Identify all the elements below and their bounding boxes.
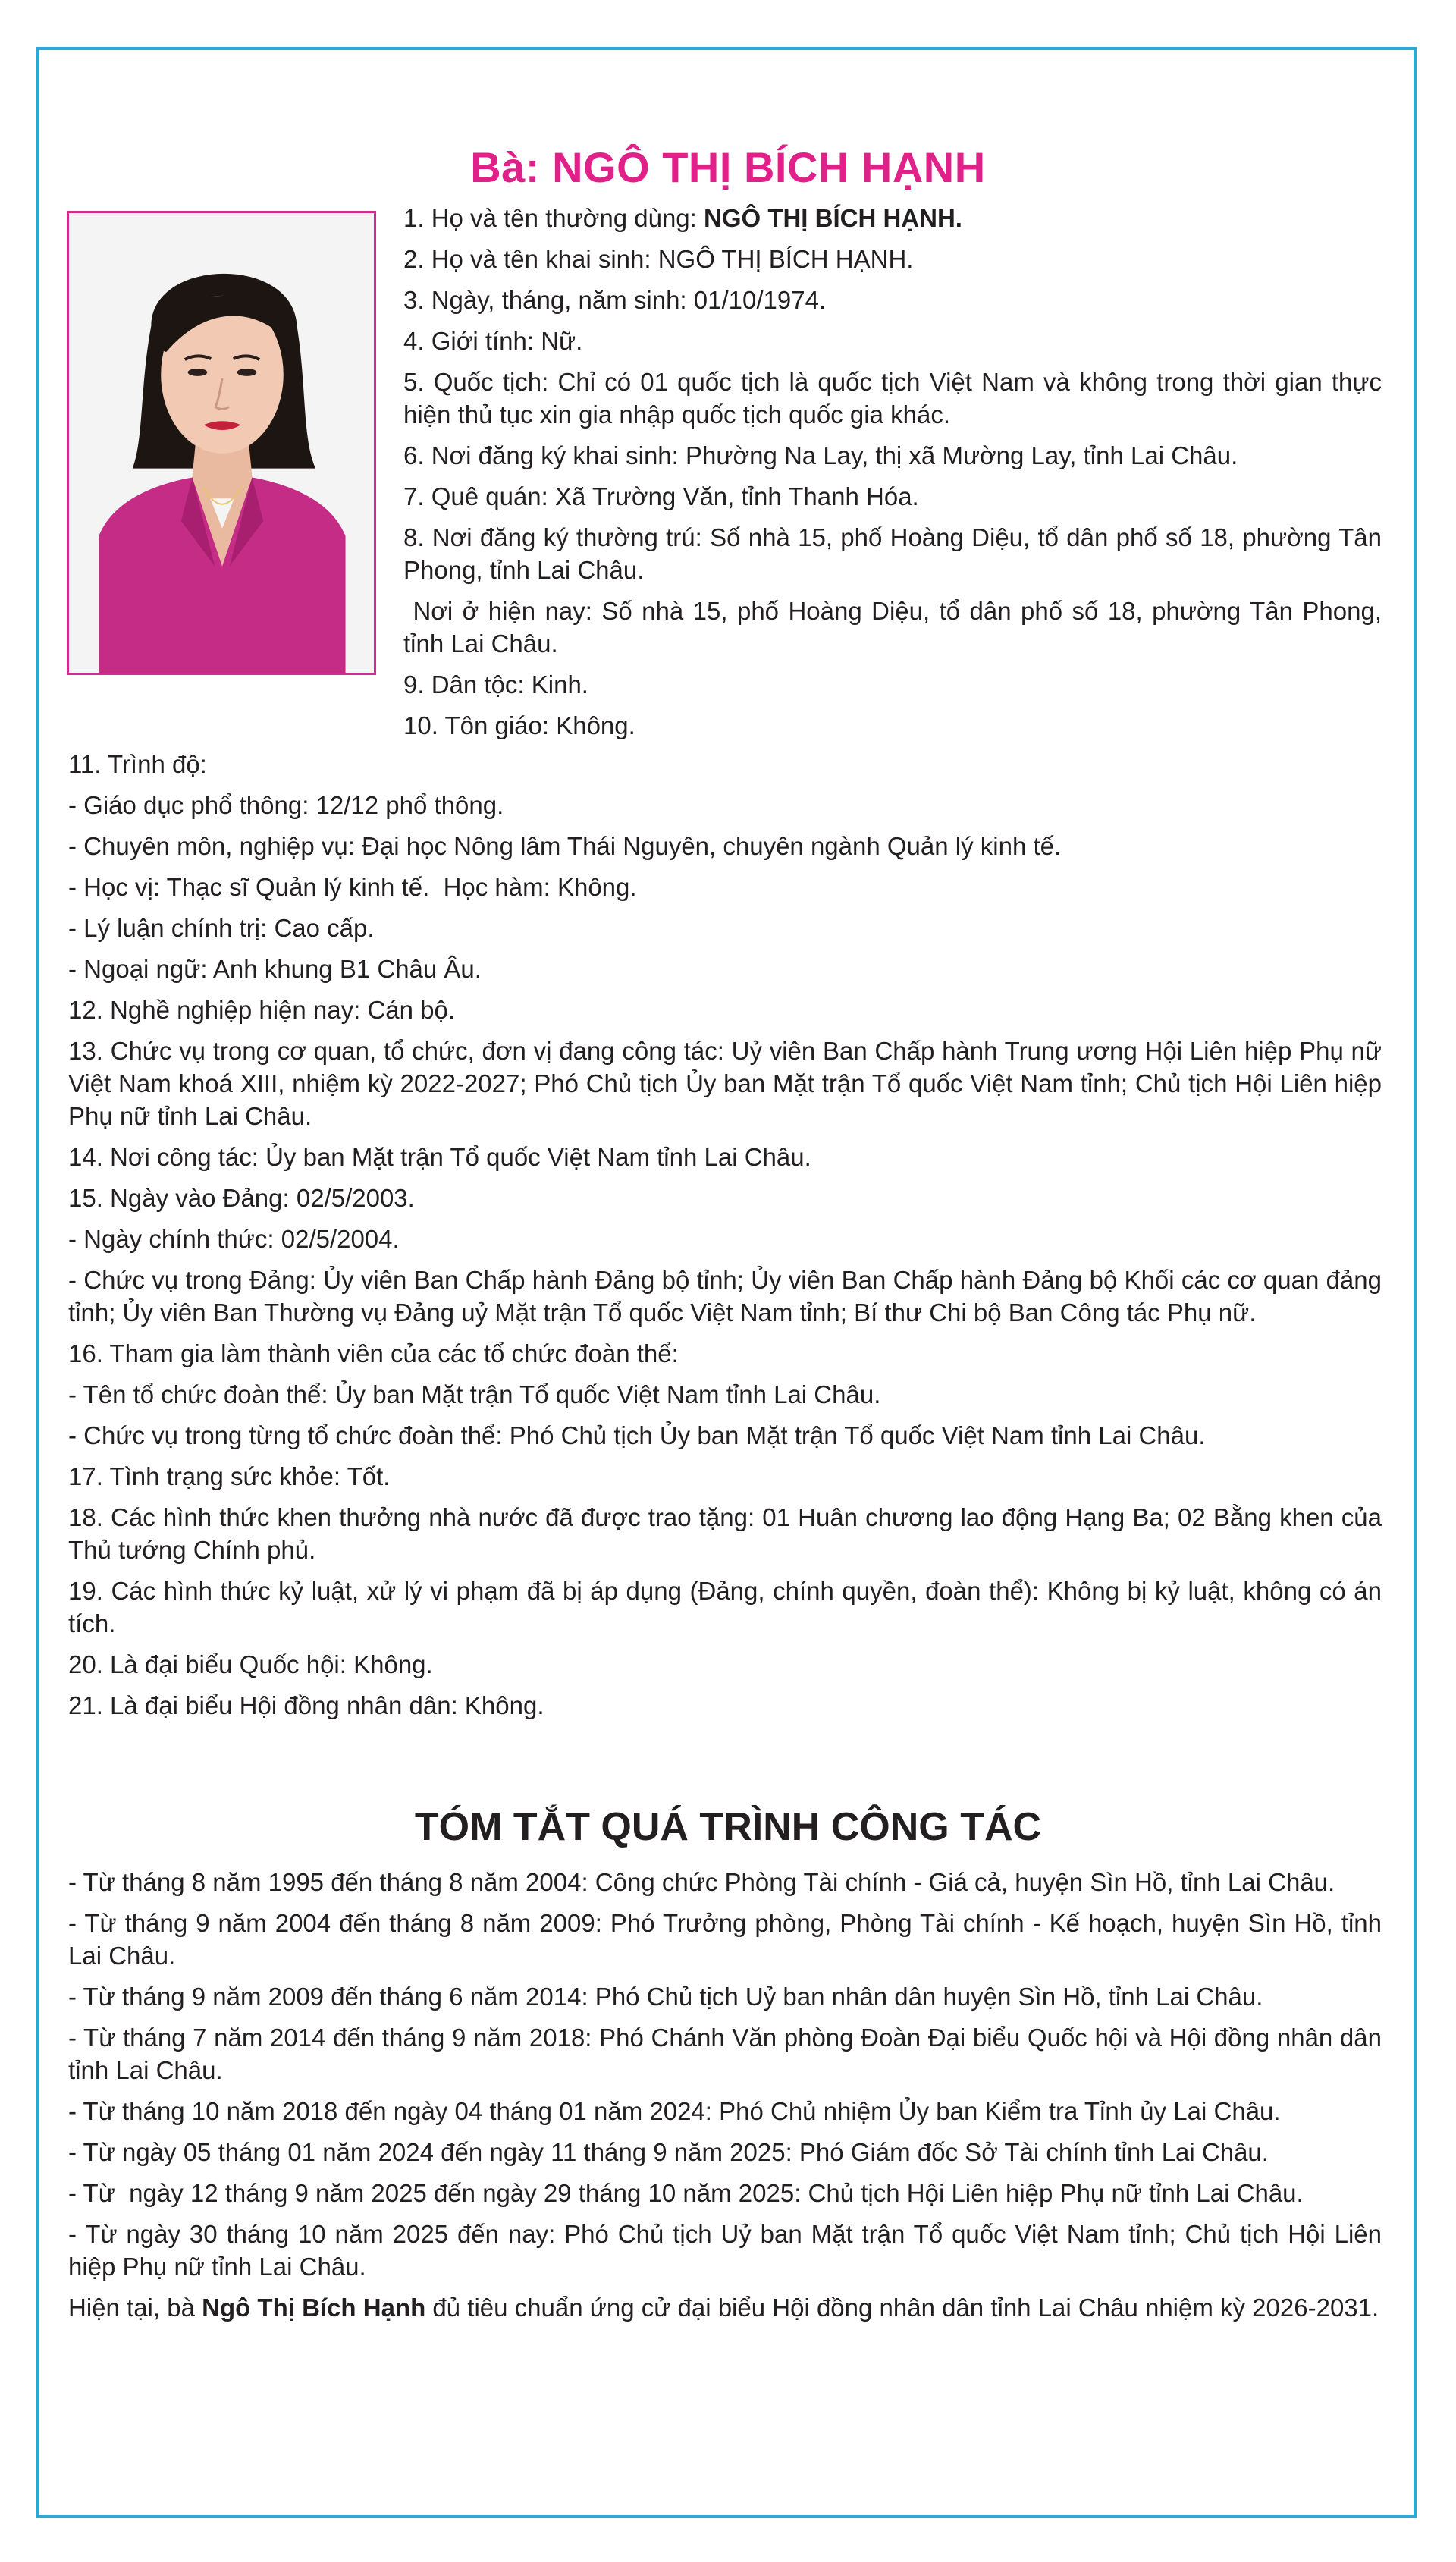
career-item: - Từ tháng 7 năm 2014 đến tháng 9 năm 2018: Phó Chánh Văn phòng Đoàn Đại biểu Quốc hội và Hội đồng nhân dân tỉnh Lai Châu. bbox=[68, 2024, 1382, 2084]
bio-line: 12. Nghề nghiệp hiện nay: Cán bộ. bbox=[68, 996, 456, 1024]
bio-line: - Chức vụ trong từng tổ chức đoàn thể: Phó Chủ tịch Ủy ban Mặt trận Tổ quốc Việt Nam tỉnh Lai Châu. bbox=[68, 1421, 1206, 1449]
bio-line: - Chuyên môn, nghiệp vụ: Đại học Nông lâm Thái Nguyên, chuyên ngành Quản lý kinh tế. bbox=[68, 832, 1062, 860]
bio-item-8b: Nơi ở hiện nay: Số nhà 15, phố Hoàng Diệu, tổ dân phố số 18, phường Tân Phong, tỉnh Lai Châu. bbox=[403, 597, 1389, 658]
section-title: TÓM TẮT QUÁ TRÌNH CÔNG TÁC bbox=[414, 1805, 1042, 1850]
conclusion: Hiện tại, bà Ngô Thị Bích Hạnh đủ tiêu chuẩn ứng cử đại biểu Hội đồng nhân dân tỉnh Lai Châu nhiệm kỳ 2026-2031. bbox=[68, 2294, 1379, 2322]
page-title: Bà: NGÔ THỊ BÍCH HẠNH bbox=[470, 143, 986, 191]
career-item: - Từ tháng 10 năm 2018 đến ngày 04 tháng 01 năm 2024: Phó Chủ nhiệm Ủy ban Kiểm tra Tỉnh ủy Lai Châu. bbox=[68, 2097, 1281, 2125]
bio-line: - Lý luận chính trị: Cao cấp. bbox=[68, 914, 375, 942]
bio-item-2: 2. Họ và tên khai sinh: NGÔ THỊ BÍCH HẠNH. bbox=[403, 245, 914, 273]
bio-item-6: 6. Nơi đăng ký khai sinh: Phường Na Lay, thị xã Mường Lay, tỉnh Lai Châu. bbox=[403, 441, 1238, 469]
bio-line: 14. Nơi công tác: Ủy ban Mặt trận Tổ quốc Việt Nam tỉnh Lai Châu. bbox=[68, 1143, 811, 1171]
bio-item-4: 4. Giới tính: Nữ. bbox=[403, 327, 583, 355]
bio-line: - Ngày chính thức: 02/5/2004. bbox=[68, 1225, 400, 1253]
career-item: - Từ tháng 9 năm 2009 đến tháng 6 năm 2014: Phó Chủ tịch Uỷ ban nhân dân huyện Sìn Hồ, tỉnh Lai Châu. bbox=[68, 1983, 1263, 2011]
bio-line: 20. Là đại biểu Quốc hội: Không. bbox=[68, 1650, 433, 1678]
bio-item-1: 1. Họ và tên thường dùng: NGÔ THỊ BÍCH HẠNH. bbox=[403, 204, 962, 232]
bio-main bbox=[68, 748, 1382, 1730]
bio-item-7: 7. Quê quán: Xã Trường Văn, tỉnh Thanh Hóa. bbox=[403, 482, 919, 510]
bio-line: 18. Các hình thức khen thưởng nhà nước đã được trao tặng: 01 Huân chương lao động Hạng Ba; 02 Bằng khen của Thủ tướng Chính phủ. bbox=[68, 1503, 1382, 1564]
candidate-photo bbox=[67, 211, 376, 675]
bio-line: - Học vị: Thạc sĩ Quản lý kinh tế. Học hàm: Không. bbox=[68, 873, 637, 901]
bio-item-8: 8. Nơi đăng ký thường trú: Số nhà 15, phố Hoàng Diệu, tổ dân phố số 18, phường Tân Phong, tỉnh Lai Châu. bbox=[403, 523, 1382, 584]
bio-item-5: 5. Quốc tịch: Chỉ có 01 quốc tịch là quốc tịch Việt Nam và không trong thời gian thực hiện thủ tục xin gia nhập quốc tịch quốc gia khác. bbox=[403, 368, 1382, 429]
bio-line: - Tên tổ chức đoàn thể: Ủy ban Mặt trận Tổ quốc Việt Nam tỉnh Lai Châu. bbox=[68, 1380, 881, 1408]
bio-line: - Giáo dục phổ thông: 12/12 phổ thông. bbox=[68, 791, 504, 819]
bio-item-10: 10. Tôn giáo: Không. bbox=[403, 711, 635, 739]
career-item: - Từ tháng 9 năm 2004 đến tháng 8 năm 2009: Phó Trưởng phòng, Phòng Tài chính - Kế hoạch, huyện Sìn Hồ, tỉnh Lai Châu. bbox=[68, 1909, 1382, 1970]
bio-item-3: 3. Ngày, tháng, năm sinh: 01/10/1974. bbox=[403, 286, 827, 314]
career-summary bbox=[68, 1866, 1382, 2332]
bio-line: - Chức vụ trong Đảng: Ủy viên Ban Chấp hành Đảng bộ tỉnh; Ủy viên Ban Chấp hành Đảng bộ Khối các cơ quan đảng tỉnh; Ủy viên Ban Thường vụ Đảng uỷ Mặt trận Tổ quốc Việt Nam tỉnh; Bí thư Chi bộ Ban Công tác Phụ nữ. bbox=[68, 1266, 1382, 1327]
conclusion-name: Ngô Thị Bích Hạnh bbox=[202, 2294, 426, 2322]
bio-top bbox=[403, 202, 1389, 750]
bio-line: 11. Trình độ: bbox=[68, 750, 207, 778]
career-item: - Từ tháng 8 năm 1995 đến tháng 8 năm 2004: Công chức Phòng Tài chính - Giá cả, huyện Sìn Hồ, tỉnh Lai Châu. bbox=[68, 1868, 1335, 1896]
bio-line: 15. Ngày vào Đảng: 02/5/2003. bbox=[68, 1184, 415, 1212]
bio-line: 21. Là đại biểu Hội đồng nhân dân: Không. bbox=[68, 1691, 544, 1719]
career-item: - Từ ngày 12 tháng 9 năm 2025 đến ngày 29 tháng 10 năm 2025: Chủ tịch Hội Liên hiệp Phụ nữ tỉnh Lai Châu. bbox=[68, 2179, 1304, 2207]
bio-line: - Ngoại ngữ: Anh khung B1 Châu Âu. bbox=[68, 955, 482, 983]
career-item: - Từ ngày 05 tháng 01 năm 2024 đến ngày 11 tháng 9 năm 2025: Phó Giám đốc Sở Tài chính tỉnh Lai Châu. bbox=[68, 2138, 1269, 2166]
bio-item-9: 9. Dân tộc: Kinh. bbox=[403, 670, 588, 699]
bio-line: 19. Các hình thức kỷ luật, xử lý vi phạm đã bị áp dụng (Đảng, chính quyền, đoàn thể): Không bị kỷ luật, không có án tích. bbox=[68, 1577, 1382, 1637]
bio-line: 13. Chức vụ trong cơ quan, tổ chức, đơn vị đang công tác: Uỷ viên Ban Chấp hành Trung ương Hội Liên hiệp Phụ nữ Việt Nam khoá XIII, nhiệm kỳ 2022-2027; Phó Chủ tịch Ủy ban Mặt trận Tổ quốc Việt Nam tỉnh; Chủ tịch Hội Liên hiệp Phụ nữ tỉnh Lai Châu. bbox=[68, 1037, 1382, 1130]
full-name: NGÔ THỊ BÍCH HẠNH. bbox=[703, 204, 962, 232]
bio-line: 16. Tham gia làm thành viên của các tổ chức đoàn thể: bbox=[68, 1339, 679, 1367]
bio-line: 17. Tình trạng sức khỏe: Tốt. bbox=[68, 1462, 391, 1490]
career-item: - Từ ngày 30 tháng 10 năm 2025 đến nay: Phó Chủ tịch Uỷ ban Mặt trận Tổ quốc Việt Nam tỉnh; Chủ tịch Hội Liên hiệp Phụ nữ tỉnh Lai Châu. bbox=[68, 2220, 1382, 2281]
